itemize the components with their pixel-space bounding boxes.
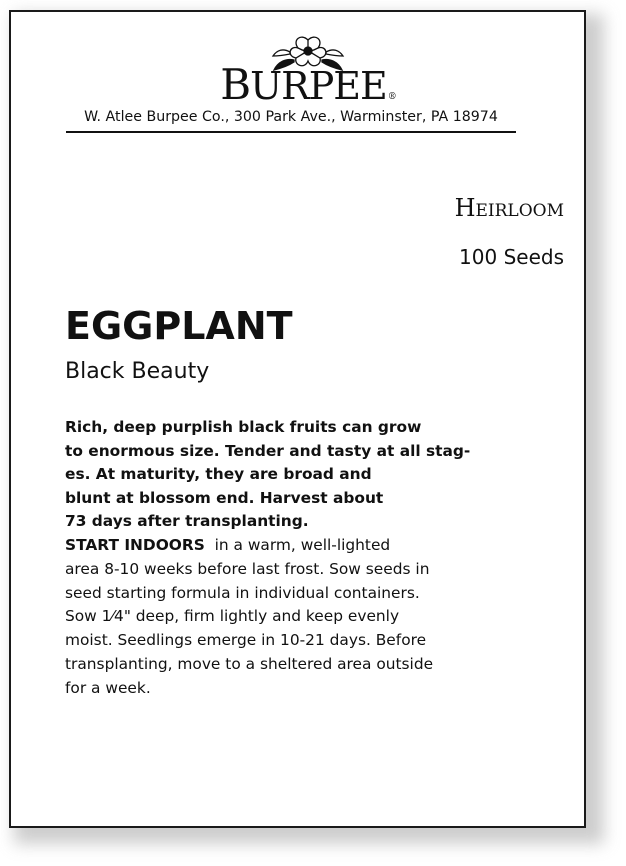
description-line: blunt at blossom end. Harvest about [65, 488, 384, 507]
instruction-line: area 8-10 weeks before last frost. Sow seeds in [65, 559, 430, 578]
address-divider [66, 131, 516, 133]
description-line: to enormous size. Tender and tasty at all stag- [65, 441, 471, 460]
company-address: W. Atlee Burpee Co., 300 Park Ave., Warminster, PA 18974 [84, 109, 498, 125]
description-line: Rich, deep purplish black fruits can grow [65, 418, 422, 436]
instruction-line: for a week. [65, 678, 151, 697]
brand-name: BURPEE® [220, 60, 396, 109]
instruction-first-line [65, 534, 545, 558]
seed-count: 100 Seeds [459, 245, 564, 269]
instruction-line: Sow 1⁄4" deep, firm lightly and keep evenly [65, 607, 400, 626]
heirloom-label: Heirloom [454, 194, 564, 222]
instruction-lead: START INDOORS [65, 536, 205, 554]
instruction-line: seed starting formula in individual containers. [65, 583, 420, 602]
burpee-logo [218, 34, 398, 110]
growing-instructions [65, 534, 545, 701]
product-description [65, 416, 535, 534]
description-line: es. At maturity, they are broad and [65, 465, 372, 483]
instruction-line: transplanting, move to a sheltered area outside [65, 654, 434, 673]
description-line: 73 days after transplanting. [65, 512, 309, 530]
product-name: EGGPLANT [65, 304, 293, 348]
instruction-line: moist. Seedlings emerge in 10-21 days. Before [65, 631, 427, 650]
variety-name: Black Beauty [65, 359, 210, 384]
instruction-first-rest: in a warm, well-lighted [204, 536, 391, 554]
